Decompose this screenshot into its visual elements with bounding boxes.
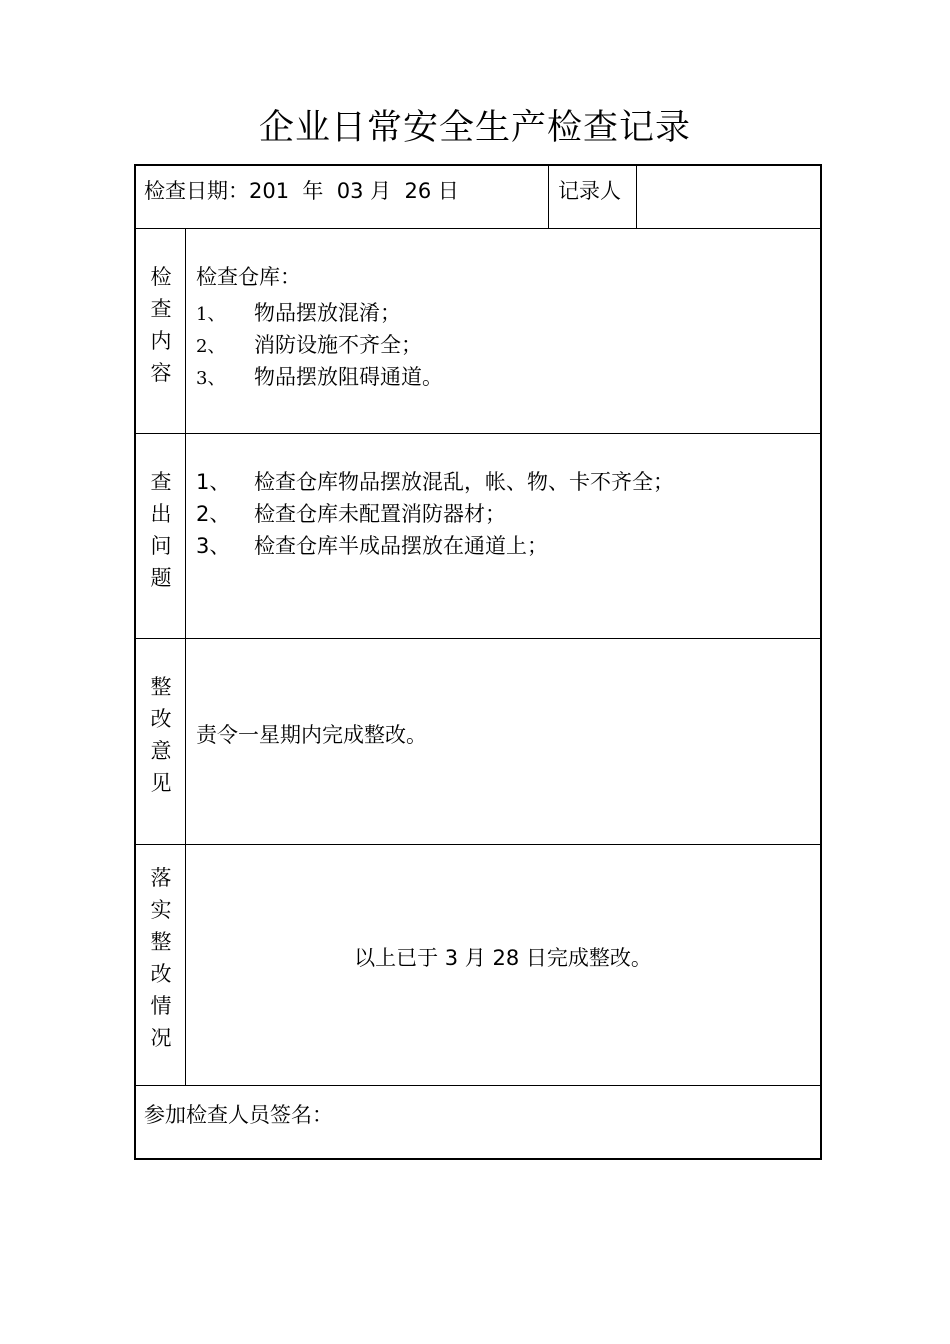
- list-item: [196, 361, 443, 395]
- label-char: 题: [150, 566, 172, 590]
- item-number: 3、: [196, 534, 231, 558]
- rectification-opinion-text: 责令一星期内完成整改。: [196, 723, 427, 747]
- label-char: 落: [150, 866, 172, 890]
- inspection-heading: 检查仓库：: [196, 265, 301, 289]
- signature-field[interactable]: [340, 1099, 800, 1131]
- list-item: [196, 466, 674, 498]
- item-text: 物品摆放阻碍通道。: [254, 365, 443, 389]
- header-divider: [548, 165, 549, 228]
- header-divider: [636, 165, 637, 228]
- row-divider: [135, 433, 821, 434]
- row-divider: [135, 844, 821, 845]
- label-char: 内: [150, 329, 172, 353]
- list-item: [196, 297, 401, 331]
- list-item: [196, 329, 422, 363]
- label-char: 意: [150, 739, 172, 763]
- item-number: 2、: [196, 336, 226, 357]
- label-char: 改: [150, 707, 172, 731]
- page-title: 企业日常安全生产检查记录: [258, 108, 691, 148]
- row-divider: [135, 228, 821, 229]
- label-char: 查: [150, 297, 172, 321]
- recorder-value[interactable]: [646, 175, 806, 207]
- label-char: 情: [150, 994, 172, 1018]
- item-text: 检查仓库未配置消防器材；: [254, 502, 506, 526]
- label-char: 容: [150, 361, 172, 385]
- rectification-status-text: 以上已于 3 月 28 日完成整改。: [354, 946, 652, 970]
- section-label-issues-found: [136, 466, 186, 594]
- label-char: 改: [150, 962, 172, 986]
- label-char: 出: [150, 502, 172, 526]
- item-number: 2、: [196, 502, 231, 526]
- label-char: 整: [150, 675, 172, 699]
- label-char: 整: [150, 930, 172, 954]
- item-number: 1、: [196, 304, 226, 325]
- section-label-rectification-opinion: [136, 671, 186, 799]
- item-text: 物品摆放混淆；: [254, 301, 401, 325]
- list-item: [196, 530, 548, 562]
- list-item: [196, 498, 506, 530]
- label-char: 查: [150, 470, 172, 494]
- item-number: 1、: [196, 470, 231, 494]
- label-char: 况: [150, 1026, 172, 1050]
- label-char: 检: [150, 265, 172, 289]
- item-text: 检查仓库半成品摆放在通道上；: [254, 534, 548, 558]
- row-divider: [135, 1085, 821, 1086]
- inspection-date: 检查日期：201 年 03 月 26 日: [144, 179, 459, 203]
- label-char: 问: [150, 534, 172, 558]
- row-divider: [135, 638, 821, 639]
- section-label-inspection-content: [136, 261, 186, 389]
- section-label-rectification-status: [136, 862, 186, 1054]
- signature-label: 参加检查人员签名：: [144, 1103, 333, 1127]
- item-number: 3、: [196, 368, 226, 389]
- item-text: 检查仓库物品摆放混乱，帐、物、卡不齐全；: [254, 470, 674, 494]
- label-char: 见: [150, 771, 172, 795]
- recorder-label: 记录人: [558, 179, 621, 203]
- item-text: 消防设施不齐全；: [254, 333, 422, 357]
- label-char: 实: [150, 898, 172, 922]
